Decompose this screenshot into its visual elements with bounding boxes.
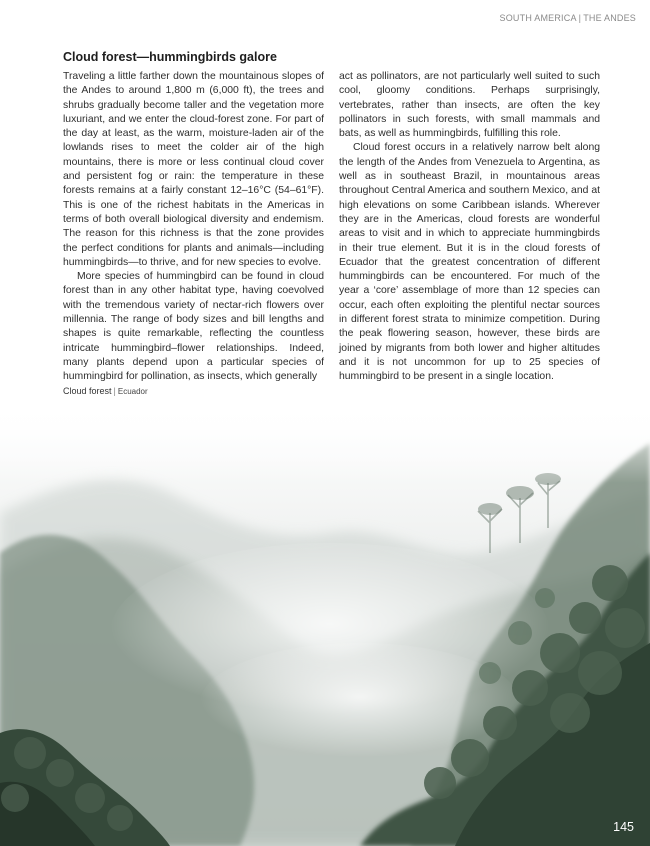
text-column-right [339,70,600,385]
cloud-forest-photo [0,403,650,846]
paragraph: Traveling a little farther down the mountainous slopes of the Andes to around 1,800 m (6,000 ft), the trees and shrubs gradually become taller and the vegetation more luxuriant, and we enter the cloud-forest zone. For part of the day at least, as the warm, moisture-laden air of the lowlands rises to meet the colder air of the high mountains, there is more or less continual cloud cover and persistent fog or rain: the temperature in these forests remains at a fairly constant 12–16°C (54–61°F). This is one of the richest habitats in the Americas in terms of both overall biological diversity and endemism. The reason for this richness is that the zone provides the perfect conditions for plants and animals—including hummingbirds—to thrive, and for new species to evolve. [63,71,324,268]
header-subsection: THE ANDES [583,13,636,23]
caption-location: Ecuador [117,387,148,396]
caption-title: Cloud forest [63,386,112,396]
photo-caption: Cloud forest | Ecuador [63,386,148,396]
article-title: Cloud forest—hummingbirds galore [63,50,277,64]
page-number: 145 [613,820,634,834]
paragraph: Cloud forest occurs in a relatively narrow belt along the length of the Andes from Venezuela to Argentina, as well as in southeast Brazil, in mountainous areas throughout Central America and southern Mexico, and at high elevations on some Caribbean islands. Wherever they are in the Americas, cloud forests are wonderful areas to visit and in which to appreciate hummingbirds in their true element. But it is in the cloud forests of Ecuador that the greatest concentration of different hummingbirds can be encountered. For much of the year a ‘core’ assemblage of more than 12 species can occur, each often exploiting the plentiful nectar sources in different forest strata to minimize competition. During the peak flowering season, however, these birds are joined by migrants from both lower and higher altitudes and it is not uncommon for up to 25 species of hummingbird to be present in a single location. [339,142,600,383]
paragraph: act as pollinators, are not particularly well suited to such cool, gloomy conditions. Perhaps surprisingly, vertebrates, rather than insects, are often the key pollinators in such forests, with small mammals and bats, as well as hummingbirds, fulfilling this role. [339,71,600,140]
paragraph: More species of hummingbird can be found in cloud forest than in any other habitat type, having coevolved with the tremendous variety of nectar-rich flowers over millennia. The range of body sizes and bill lengths and shapes is quite remarkable, reflecting the countless intricate hummingbird–flower relationships. Indeed, many plants depend upon a particular species of hummingbird for pollination, as insects, which generally [63,271,324,383]
text-column-left [63,70,324,385]
running-header: SOUTH AMERICA | THE ANDES [499,13,636,23]
header-section: SOUTH AMERICA [499,13,577,23]
